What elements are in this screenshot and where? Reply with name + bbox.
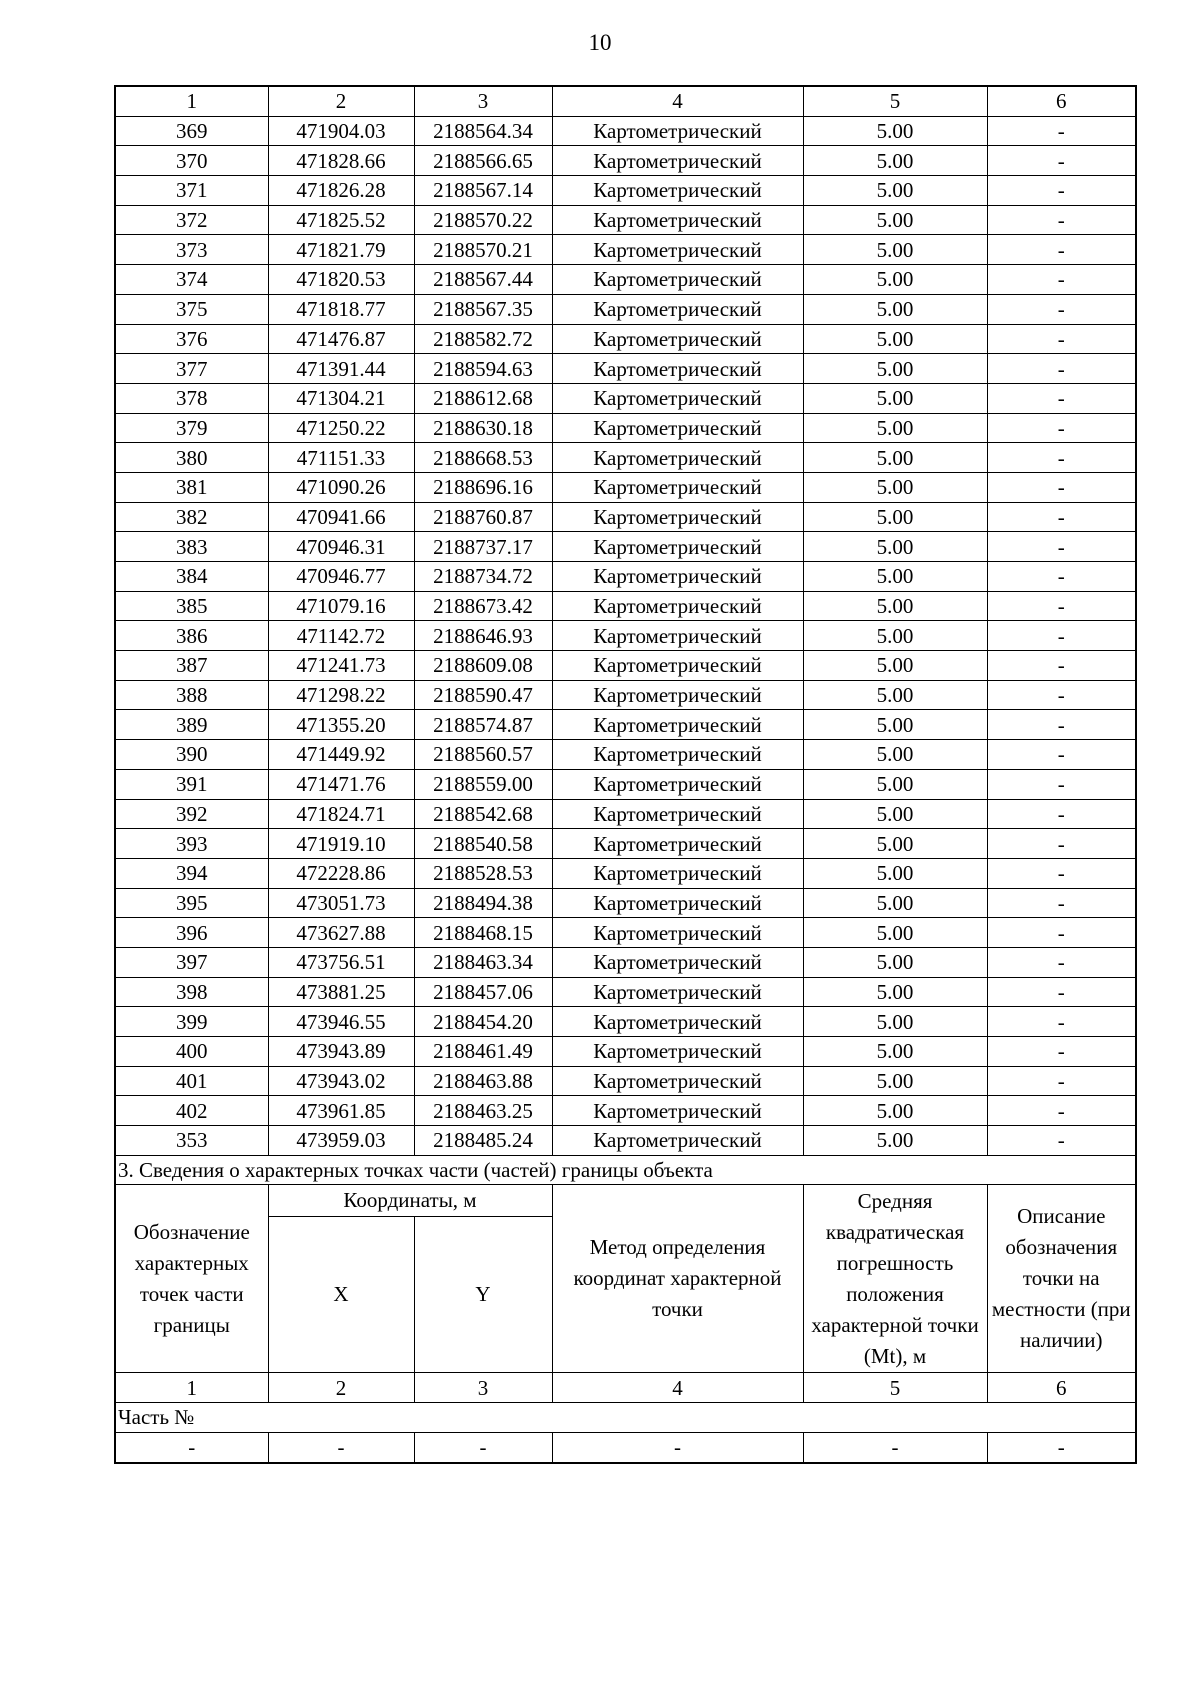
table-row: [115, 205, 1136, 235]
description-cell: -: [987, 146, 1136, 176]
table-row: [115, 651, 1136, 681]
mean-error-cell: 5.00: [803, 265, 987, 295]
x-coordinate-cell: 473756.51: [268, 947, 414, 977]
method-cell: Картометрический: [552, 265, 803, 295]
method-cell: Картометрический: [552, 502, 803, 532]
table-row: [115, 1126, 1136, 1156]
column-number: 6: [987, 86, 1136, 116]
mean-error-cell: 5.00: [803, 591, 987, 621]
method-cell: Картометрический: [552, 769, 803, 799]
table-row: [115, 1007, 1136, 1037]
mean-error-cell: 5.00: [803, 977, 987, 1007]
x-coordinate-cell: 471820.53: [268, 265, 414, 295]
table-row: [115, 591, 1136, 621]
table-row: [115, 235, 1136, 265]
point-number-cell: 398: [115, 977, 268, 1007]
y-coordinate-cell: 2188566.65: [414, 146, 552, 176]
mean-error-cell: 5.00: [803, 443, 987, 473]
description-cell: -: [987, 918, 1136, 948]
header-coordinates: Координаты, м: [268, 1185, 552, 1217]
table-row: [115, 532, 1136, 562]
description-cell: -: [987, 947, 1136, 977]
x-coordinate-cell: 470946.31: [268, 532, 414, 562]
point-number-cell: 385: [115, 591, 268, 621]
x-coordinate-cell: 471821.79: [268, 235, 414, 265]
method-cell: Картометрический: [552, 413, 803, 443]
y-coordinate-cell: 2188737.17: [414, 532, 552, 562]
method-cell: Картометрический: [552, 799, 803, 829]
method-cell: Картометрический: [552, 562, 803, 592]
point-number-cell: 386: [115, 621, 268, 651]
method-cell: Картометрический: [552, 680, 803, 710]
header-point-designation: Обозначение характерных точек части границы: [115, 1185, 268, 1373]
point-number-cell: 400: [115, 1037, 268, 1067]
mean-error-cell: 5.00: [803, 1126, 987, 1156]
point-number-cell: 376: [115, 324, 268, 354]
column-number: 5: [803, 1373, 987, 1403]
column-number-row: [115, 86, 1136, 116]
x-coordinate-cell: 471304.21: [268, 383, 414, 413]
x-coordinate-cell: 471250.22: [268, 413, 414, 443]
table-row: [115, 947, 1136, 977]
description-cell: -: [987, 205, 1136, 235]
table-row: [115, 562, 1136, 592]
y-coordinate-cell: 2188582.72: [414, 324, 552, 354]
table-row: [115, 888, 1136, 918]
table-row: [115, 324, 1136, 354]
x-coordinate-cell: 473051.73: [268, 888, 414, 918]
mean-error-cell: 5.00: [803, 621, 987, 651]
y-coordinate-cell: 2188570.22: [414, 205, 552, 235]
header-method: Метод определения координат характерной точки: [552, 1185, 803, 1373]
description-cell: -: [987, 591, 1136, 621]
section-3-title-row: [115, 1155, 1136, 1185]
point-number-cell: 397: [115, 947, 268, 977]
description-cell: -: [987, 740, 1136, 770]
x-coordinate-cell: 473943.89: [268, 1037, 414, 1067]
mean-error-cell: 5.00: [803, 235, 987, 265]
mean-error-cell: 5.00: [803, 1037, 987, 1067]
y-coordinate-cell: 2188668.53: [414, 443, 552, 473]
y-coordinate-cell: 2188567.44: [414, 265, 552, 295]
description-cell: -: [987, 472, 1136, 502]
y-coordinate-cell: 2188468.15: [414, 918, 552, 948]
table-row: [115, 1096, 1136, 1126]
method-cell: Картометрический: [552, 740, 803, 770]
point-number-cell: 395: [115, 888, 268, 918]
y-coordinate-cell: 2188463.34: [414, 947, 552, 977]
column-number: 4: [552, 1373, 803, 1403]
description-cell: -: [987, 116, 1136, 146]
point-number-cell: 373: [115, 235, 268, 265]
x-coordinate-cell: 471818.77: [268, 294, 414, 324]
mean-error-cell: 5.00: [803, 888, 987, 918]
x-coordinate-cell: 473961.85: [268, 1096, 414, 1126]
page-number: 10: [588, 30, 612, 55]
table-row: [115, 799, 1136, 829]
x-coordinate-cell: 473881.25: [268, 977, 414, 1007]
point-number-cell: 401: [115, 1066, 268, 1096]
x-coordinate-cell: 471355.20: [268, 710, 414, 740]
mean-error-cell: 5.00: [803, 413, 987, 443]
method-cell: Картометрический: [552, 651, 803, 681]
table-row: [115, 977, 1136, 1007]
mean-error-cell: 5.00: [803, 176, 987, 206]
method-cell: Картометрический: [552, 977, 803, 1007]
y-coordinate-cell: 2188734.72: [414, 562, 552, 592]
mean-error-cell: 5.00: [803, 116, 987, 146]
description-cell: -: [987, 769, 1136, 799]
description-cell: -: [987, 235, 1136, 265]
mean-error-cell: 5.00: [803, 294, 987, 324]
description-cell: -: [987, 829, 1136, 859]
mean-error-cell: 5.00: [803, 146, 987, 176]
x-coordinate-cell: 472228.86: [268, 858, 414, 888]
method-cell: Картометрический: [552, 710, 803, 740]
method-cell: Картометрический: [552, 383, 803, 413]
mean-error-cell: 5.00: [803, 1007, 987, 1037]
x-coordinate-cell: 471391.44: [268, 354, 414, 384]
description-cell: -: [987, 888, 1136, 918]
description-cell: -: [987, 562, 1136, 592]
point-number-cell: 388: [115, 680, 268, 710]
table-row: [115, 710, 1136, 740]
column-number: 3: [414, 1373, 552, 1403]
y-coordinate-cell: 2188609.08: [414, 651, 552, 681]
point-number-cell: 393: [115, 829, 268, 859]
method-cell: Картометрический: [552, 591, 803, 621]
table-row: [115, 1037, 1136, 1067]
mean-error-cell: 5.00: [803, 769, 987, 799]
point-number-cell: 394: [115, 858, 268, 888]
method-cell: Картометрический: [552, 354, 803, 384]
description-cell: -: [987, 532, 1136, 562]
description-cell: -: [987, 621, 1136, 651]
description-cell: -: [987, 1037, 1136, 1067]
column-number: 5: [803, 86, 987, 116]
column-number: 1: [115, 1373, 268, 1403]
coordinates-table: [114, 85, 1137, 1464]
description-cell: -: [987, 680, 1136, 710]
method-cell: Картометрический: [552, 324, 803, 354]
point-number-cell: 378: [115, 383, 268, 413]
method-cell: Картометрический: [552, 116, 803, 146]
y-coordinate-cell: 2188463.25: [414, 1096, 552, 1126]
part-cell: -: [803, 1432, 987, 1462]
y-coordinate-cell: 2188612.68: [414, 383, 552, 413]
y-coordinate-cell: 2188454.20: [414, 1007, 552, 1037]
mean-error-cell: 5.00: [803, 383, 987, 413]
mean-error-cell: 5.00: [803, 858, 987, 888]
point-number-cell: 371: [115, 176, 268, 206]
y-coordinate-cell: 2188696.16: [414, 472, 552, 502]
y-coordinate-cell: 2188528.53: [414, 858, 552, 888]
x-coordinate-cell: 471476.87: [268, 324, 414, 354]
point-number-cell: 370: [115, 146, 268, 176]
point-number-cell: 384: [115, 562, 268, 592]
header-description: Описание обозначения точки на местности (при наличии): [987, 1185, 1136, 1373]
point-number-cell: 399: [115, 1007, 268, 1037]
table-row: [115, 502, 1136, 532]
method-cell: Картометрический: [552, 947, 803, 977]
part-cell: -: [268, 1432, 414, 1462]
y-coordinate-cell: 2188673.42: [414, 591, 552, 621]
header-x: X: [268, 1217, 414, 1373]
x-coordinate-cell: 471826.28: [268, 176, 414, 206]
y-coordinate-cell: 2188590.47: [414, 680, 552, 710]
header-y: Y: [414, 1217, 552, 1373]
table-row: [115, 769, 1136, 799]
x-coordinate-cell: 471828.66: [268, 146, 414, 176]
part-label-row: [115, 1403, 1136, 1433]
table-row: [115, 740, 1136, 770]
description-cell: -: [987, 1126, 1136, 1156]
part-data-row: [115, 1432, 1136, 1462]
column-number: 6: [987, 1373, 1136, 1403]
y-coordinate-cell: 2188463.88: [414, 1066, 552, 1096]
mean-error-cell: 5.00: [803, 710, 987, 740]
y-coordinate-cell: 2188542.68: [414, 799, 552, 829]
method-cell: Картометрический: [552, 1007, 803, 1037]
mean-error-cell: 5.00: [803, 205, 987, 235]
x-coordinate-cell: 473959.03: [268, 1126, 414, 1156]
description-cell: -: [987, 977, 1136, 1007]
method-cell: Картометрический: [552, 294, 803, 324]
point-number-cell: 389: [115, 710, 268, 740]
description-cell: -: [987, 324, 1136, 354]
table-row: [115, 858, 1136, 888]
y-coordinate-cell: 2188567.14: [414, 176, 552, 206]
column-number: 3: [414, 86, 552, 116]
section-3-column-number-row: [115, 1373, 1136, 1403]
point-number-cell: 391: [115, 769, 268, 799]
mean-error-cell: 5.00: [803, 651, 987, 681]
mean-error-cell: 5.00: [803, 829, 987, 859]
y-coordinate-cell: 2188594.63: [414, 354, 552, 384]
method-cell: Картометрический: [552, 858, 803, 888]
method-cell: Картометрический: [552, 1037, 803, 1067]
table-row: [115, 413, 1136, 443]
method-cell: Картометрический: [552, 205, 803, 235]
table-row: [115, 680, 1136, 710]
mean-error-cell: 5.00: [803, 472, 987, 502]
x-coordinate-cell: 471298.22: [268, 680, 414, 710]
mean-error-cell: 5.00: [803, 354, 987, 384]
table-row: [115, 918, 1136, 948]
point-number-cell: 375: [115, 294, 268, 324]
table-row: [115, 1066, 1136, 1096]
point-number-cell: 383: [115, 532, 268, 562]
method-cell: Картометрический: [552, 472, 803, 502]
column-number: 1: [115, 86, 268, 116]
description-cell: -: [987, 710, 1136, 740]
description-cell: -: [987, 354, 1136, 384]
point-number-cell: 377: [115, 354, 268, 384]
y-coordinate-cell: 2188646.93: [414, 621, 552, 651]
method-cell: Картометрический: [552, 1126, 803, 1156]
method-cell: Картометрический: [552, 888, 803, 918]
y-coordinate-cell: 2188461.49: [414, 1037, 552, 1067]
method-cell: Картометрический: [552, 918, 803, 948]
mean-error-cell: 5.00: [803, 740, 987, 770]
x-coordinate-cell: 473946.55: [268, 1007, 414, 1037]
part-label: Часть №: [115, 1403, 1136, 1433]
table-row: [115, 176, 1136, 206]
description-cell: -: [987, 413, 1136, 443]
method-cell: Картометрический: [552, 621, 803, 651]
mean-error-cell: 5.00: [803, 918, 987, 948]
point-number-cell: 382: [115, 502, 268, 532]
x-coordinate-cell: 471904.03: [268, 116, 414, 146]
x-coordinate-cell: 471241.73: [268, 651, 414, 681]
mean-error-cell: 5.00: [803, 532, 987, 562]
table-row: [115, 829, 1136, 859]
y-coordinate-cell: 2188564.34: [414, 116, 552, 146]
table-row: [115, 443, 1136, 473]
description-cell: -: [987, 1096, 1136, 1126]
table-row: [115, 354, 1136, 384]
description-cell: -: [987, 443, 1136, 473]
column-number: 4: [552, 86, 803, 116]
section-3-header-row: [115, 1185, 1136, 1217]
section-3-title: 3. Сведения о характерных точках части (частей) границы объекта: [115, 1155, 1136, 1185]
point-number-cell: 392: [115, 799, 268, 829]
mean-error-cell: 5.00: [803, 947, 987, 977]
mean-error-cell: 5.00: [803, 324, 987, 354]
point-number-cell: 381: [115, 472, 268, 502]
y-coordinate-cell: 2188630.18: [414, 413, 552, 443]
table-row: [115, 472, 1136, 502]
y-coordinate-cell: 2188457.06: [414, 977, 552, 1007]
description-cell: -: [987, 799, 1136, 829]
column-number: 2: [268, 1373, 414, 1403]
column-number: 2: [268, 86, 414, 116]
description-cell: -: [987, 651, 1136, 681]
description-cell: -: [987, 1007, 1136, 1037]
x-coordinate-cell: 470946.77: [268, 562, 414, 592]
part-cell: -: [115, 1432, 268, 1462]
point-number-cell: 379: [115, 413, 268, 443]
description-cell: -: [987, 1066, 1136, 1096]
y-coordinate-cell: 2188570.21: [414, 235, 552, 265]
point-number-cell: 374: [115, 265, 268, 295]
point-number-cell: 390: [115, 740, 268, 770]
table-row: [115, 265, 1136, 295]
method-cell: Картометрический: [552, 443, 803, 473]
method-cell: Картометрический: [552, 1066, 803, 1096]
mean-error-cell: 5.00: [803, 562, 987, 592]
method-cell: Картометрический: [552, 829, 803, 859]
description-cell: -: [987, 265, 1136, 295]
y-coordinate-cell: 2188560.57: [414, 740, 552, 770]
y-coordinate-cell: 2188574.87: [414, 710, 552, 740]
method-cell: Картометрический: [552, 176, 803, 206]
description-cell: -: [987, 294, 1136, 324]
x-coordinate-cell: 471471.76: [268, 769, 414, 799]
description-cell: -: [987, 383, 1136, 413]
x-coordinate-cell: 471449.92: [268, 740, 414, 770]
description-cell: -: [987, 502, 1136, 532]
description-cell: -: [987, 858, 1136, 888]
y-coordinate-cell: 2188760.87: [414, 502, 552, 532]
method-cell: Картометрический: [552, 1096, 803, 1126]
x-coordinate-cell: 473943.02: [268, 1066, 414, 1096]
header-mean-error: Средняя квадратическая погрешность положения характерной точки (Mt), м: [803, 1185, 987, 1373]
point-number-cell: 372: [115, 205, 268, 235]
mean-error-cell: 5.00: [803, 502, 987, 532]
x-coordinate-cell: 471142.72: [268, 621, 414, 651]
point-number-cell: 369: [115, 116, 268, 146]
x-coordinate-cell: 471079.16: [268, 591, 414, 621]
x-coordinate-cell: 473627.88: [268, 918, 414, 948]
x-coordinate-cell: 471151.33: [268, 443, 414, 473]
point-number-cell: 380: [115, 443, 268, 473]
description-cell: -: [987, 176, 1136, 206]
mean-error-cell: 5.00: [803, 1066, 987, 1096]
method-cell: Картометрический: [552, 235, 803, 265]
method-cell: Картометрический: [552, 146, 803, 176]
y-coordinate-cell: 2188494.38: [414, 888, 552, 918]
point-number-cell: 396: [115, 918, 268, 948]
x-coordinate-cell: 471090.26: [268, 472, 414, 502]
x-coordinate-cell: 471825.52: [268, 205, 414, 235]
y-coordinate-cell: 2188540.58: [414, 829, 552, 859]
x-coordinate-cell: 471919.10: [268, 829, 414, 859]
point-number-cell: 387: [115, 651, 268, 681]
y-coordinate-cell: 2188559.00: [414, 769, 552, 799]
point-number-cell: 353: [115, 1126, 268, 1156]
mean-error-cell: 5.00: [803, 799, 987, 829]
mean-error-cell: 5.00: [803, 680, 987, 710]
table-row: [115, 294, 1136, 324]
table-row: [115, 383, 1136, 413]
table-row: [115, 621, 1136, 651]
y-coordinate-cell: 2188485.24: [414, 1126, 552, 1156]
method-cell: Картометрический: [552, 532, 803, 562]
mean-error-cell: 5.00: [803, 1096, 987, 1126]
x-coordinate-cell: 470941.66: [268, 502, 414, 532]
point-number-cell: 402: [115, 1096, 268, 1126]
table-row: [115, 146, 1136, 176]
table-row: [115, 116, 1136, 146]
y-coordinate-cell: 2188567.35: [414, 294, 552, 324]
part-cell: -: [987, 1432, 1136, 1462]
x-coordinate-cell: 471824.71: [268, 799, 414, 829]
part-cell: -: [414, 1432, 552, 1462]
part-cell: -: [552, 1432, 803, 1462]
